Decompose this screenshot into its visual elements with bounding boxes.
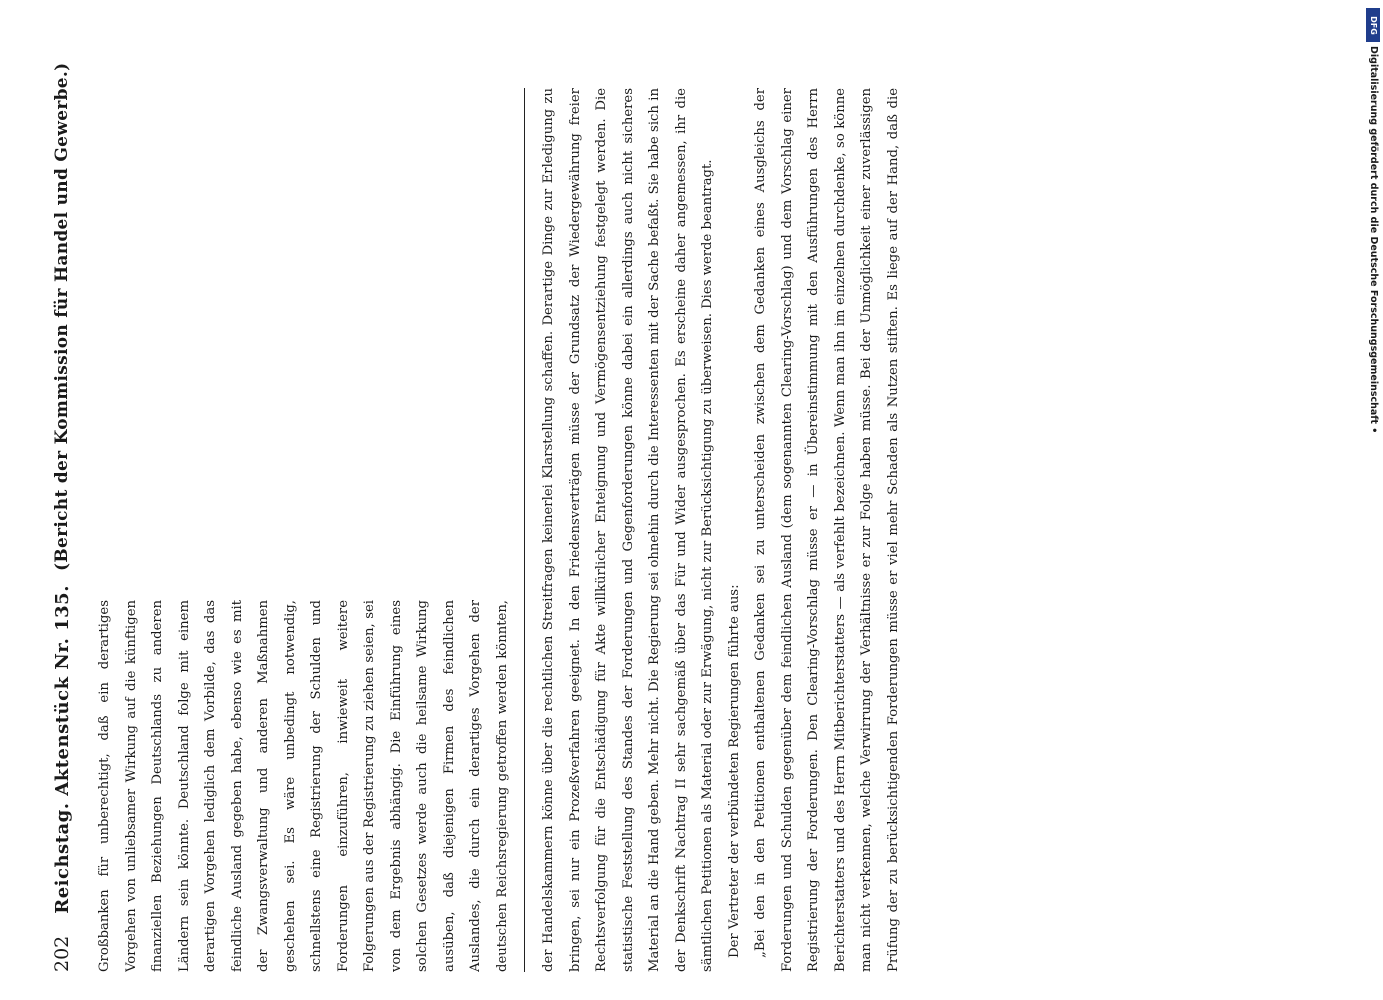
- paragraph: der Handelskammern könne über die rechtlichen Streitfragen keinerlei Klarstellung schaffen. Derartige Dinge zur Erledigung zu bringen, sei nur ein Prozeßverfahren geeignet. In den Friedensverträgen müsse der Grundsatz der Wiedergewährung freier Rechtsverfolgung für die Entschädigung für Akte willkürlicher Enteignung und Vermögensentziehung festgelegt werden. Die statistische Feststellung des Standes der Forderungen und Gegenforderungen könne dabei ein allerdings auch nicht sicheres Material an die Hand geben. Mehr nicht. Die Regierung sei ohnehin durch die Interessenten mit der Sache befaßt. Sie habe sich in der Denkschrift Nachtrag II sehr sachgemäß über das Für und Wider ausgesprochen. Es erscheine daher angemessen, ihr die sämtlichen Petitionen als Material oder zur Erwägung, nicht zur Berücksichtigung zu überweisen. Dies werde beantragt.: [541, 88, 715, 972]
- column-divider: [524, 88, 525, 972]
- digitization-credit: [1364, 46, 1382, 686]
- page-number: 202: [51, 935, 73, 972]
- left-column: [92, 600, 520, 972]
- paragraph: Großbanken für unberechtigt, daß ein derartiges Vorgehen von unliebsamer Wirkung auf die künftigen finanziellen Beziehungen Deutschlands zu anderen Ländern sein könnte. Deutschland folge mit einem derartigen Vorgehen lediglich dem Vorbilde, das das feindliche Ausland gegeben habe, ebenso wie es mit der Zwangsverwaltung und anderen Maßnahmen geschehen sei. Es wäre unbedingt notwendig, schnellstens eine Registrierung der Schulden und Forderungen einzuführen, inwieweit weitere Folgerungen aus der Registrierung zu ziehen seien, sei von dem Ergebnis abhängig. Die Einführung eines solchen Gesetzes werde auch die heilsame Wirkung ausüben, daß diejenigen Firmen des feindlichen Auslandes, die durch ein derartiges Vorgehen der deutschen Reichsregierung getroffen werden könnten,: [97, 600, 510, 972]
- dfg-logo-icon: DFG: [1366, 8, 1380, 42]
- page-header: [46, 62, 78, 972]
- paragraph: Der Vertreter der verbündeten Regierungen führte aus:: [726, 584, 742, 958]
- credit-text: Digitalisierung gefördert durch die Deutsche Forschungsgemeinschaft •: [1368, 46, 1379, 434]
- rotated-page: [46, 62, 911, 972]
- right-column: [536, 88, 911, 972]
- paragraph: „Bei den in den Petitionen enthaltenen Gedanken sei zu unterscheiden zwischen dem Gedanken eines Ausgleichs der Forderungen und Schulden gegenüber dem feindlichen Ausland (dem sogenannten Clearing-Vorschlag) und dem Vorschlag einer Registrierung der Forderungen. Den Clearing-Vorschlag müsse er — in Übereinstimmung mit den Ausführungen des Herrn Berichterstatters und des Herrn Mitberichterstatters — als verfehlt bezeichnen. Wenn man ihn im einzelnen durchdenke, so könne man nicht verkennen, welche Verwirrung der Verhältnisse er zur Folge haben müsse. Bei der Unmöglichkeit einer zuverlässigen Prüfung der zu berücksichtigenden Forderungen müsse er viel mehr Schaden als Nutzen stiften. Es liege auf der Hand, daß die: [753, 88, 901, 972]
- page-subtitle: (Bericht der Kommission für Handel und Gewerbe.): [52, 62, 72, 572]
- page-title: Reichstag. Aktenstück Nr. 135.: [51, 585, 73, 914]
